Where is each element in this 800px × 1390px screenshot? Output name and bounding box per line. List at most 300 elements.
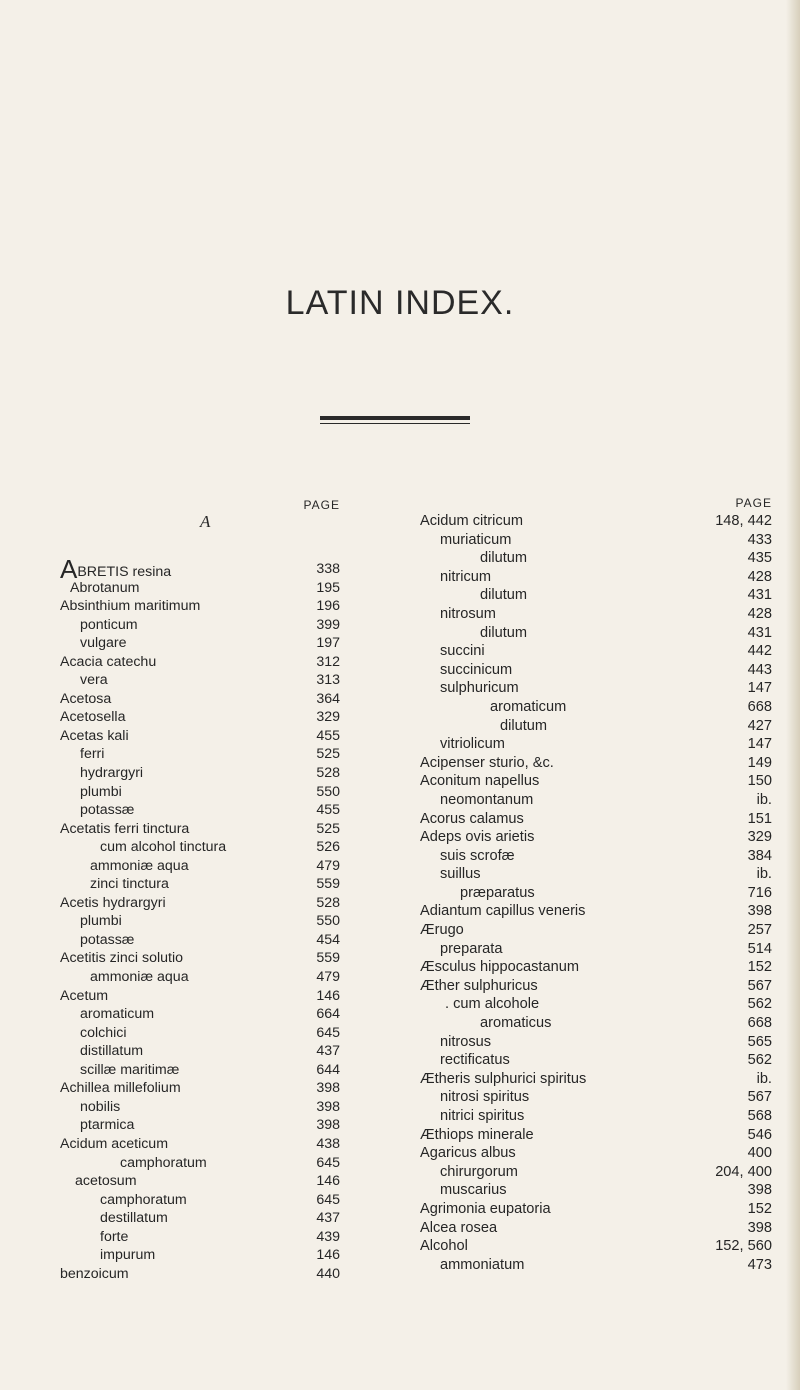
entry-page-number: 528 (316, 894, 340, 911)
entry-page-number: 479 (316, 969, 340, 986)
entry-page-number: 528 (316, 765, 340, 782)
entry-page-number: 400 (747, 1145, 772, 1162)
entry-text: ponticum (80, 616, 138, 633)
entry-text: preparata (440, 940, 503, 957)
entry-text: nitricum (440, 568, 492, 585)
entry-text: dilutum (500, 717, 548, 734)
entry-page-number: 197 (316, 635, 340, 652)
index-entry (420, 698, 772, 717)
entry-term (60, 987, 108, 1006)
index-entry (420, 940, 772, 959)
index-entry (60, 1042, 340, 1061)
entry-text: Æther sulphuricus (420, 977, 538, 994)
page-title: LATIN INDEX. (285, 284, 515, 322)
entry-text: Acetosa (60, 690, 112, 707)
entry-page-number: 146 (316, 1247, 340, 1264)
entry-term (75, 1172, 137, 1191)
page-edge-shadow (786, 0, 800, 1390)
entry-text: forte (100, 1228, 129, 1245)
entry-term (60, 1079, 181, 1098)
entry-page-number: 364 (316, 690, 340, 707)
entry-page-number: 479 (316, 857, 340, 874)
entry-text: Æsculus hippocastanum (420, 959, 579, 976)
entry-page-number: 438 (316, 1135, 340, 1152)
entry-term (440, 1181, 507, 1200)
entry-term (480, 624, 527, 643)
index-entry (420, 679, 772, 698)
entry-page-number: 454 (316, 931, 340, 948)
entry-term (440, 1088, 529, 1107)
index-entry (420, 568, 772, 587)
entry-page-number: 668 (747, 698, 772, 715)
index-entry (60, 1191, 340, 1210)
entry-page-number: 149 (747, 754, 772, 771)
entry-text: nitrosum (440, 605, 496, 622)
entry-term (480, 549, 527, 568)
entry-text: chirurgorum (440, 1163, 518, 1180)
index-entry (420, 921, 772, 940)
entry-term (440, 679, 519, 698)
entry-page-number: 312 (316, 653, 340, 670)
entry-page-number: 329 (747, 829, 772, 846)
entry-text: aromaticus (480, 1015, 552, 1032)
index-entry (420, 1163, 772, 1182)
entry-term (80, 1116, 134, 1135)
entry-page-number: 329 (316, 709, 340, 726)
entry-text: Aconitum napellus (420, 773, 540, 790)
title-rule (320, 416, 470, 424)
entry-page-number: 562 (747, 1052, 772, 1069)
entry-page-number: 455 (316, 727, 340, 744)
right-entry-list (420, 512, 772, 1274)
entry-term (90, 968, 189, 987)
entry-page-number: 148, 442 (715, 513, 772, 529)
entry-text: Acidum aceticum (60, 1135, 169, 1152)
index-entry (420, 1033, 772, 1052)
entry-page-number: 384 (747, 847, 772, 864)
entry-text: acetosum (75, 1173, 137, 1190)
entry-page-number: 514 (747, 940, 772, 957)
drop-cap: A (60, 554, 78, 584)
entry-text: nitrici spiritus (440, 1108, 525, 1124)
entry-page-number: 668 (747, 1015, 772, 1032)
index-entry (60, 931, 340, 950)
index-entry (420, 1107, 772, 1126)
index-entry (60, 579, 340, 598)
entry-page-number: 525 (316, 820, 340, 837)
index-entry (60, 1135, 340, 1154)
entry-page-number: 565 (747, 1033, 772, 1050)
entry-term (80, 1005, 154, 1024)
entry-term (460, 884, 535, 903)
index-entry (60, 1209, 340, 1228)
entry-term (80, 1042, 143, 1061)
index-entry (60, 987, 340, 1006)
entry-term (420, 1144, 516, 1163)
entry-term (420, 828, 534, 847)
entry-term (80, 616, 138, 635)
entry-text: ammoniæ aqua (90, 857, 189, 874)
entry-text: colchici (80, 1024, 127, 1041)
entry-page-number: 431 (747, 587, 772, 604)
entry-text: Alcohol (420, 1238, 468, 1255)
index-entry (60, 1172, 340, 1191)
index-entry (60, 554, 340, 584)
entry-text: vera (80, 672, 108, 689)
entry-page-number: 431 (747, 624, 772, 641)
entry-term (80, 764, 143, 783)
entry-page-number: 257 (747, 922, 772, 939)
entry-term (420, 1219, 497, 1238)
entry-term (440, 1163, 518, 1182)
entry-term (440, 847, 515, 866)
index-entry (60, 912, 340, 931)
entry-text: Acorus calamus (420, 810, 524, 827)
entry-text: Alcea rosea (420, 1219, 498, 1236)
index-entry (60, 894, 340, 913)
index-entry (420, 717, 772, 736)
entry-text: potassæ (80, 802, 135, 819)
entry-page-number: 147 (747, 680, 772, 697)
entry-text: sulphuricum (440, 680, 519, 697)
entry-term (500, 717, 547, 736)
entry-page-number: 147 (747, 736, 772, 753)
index-entry (60, 727, 340, 746)
entry-text: Acetas kali (60, 727, 129, 744)
index-entry (420, 847, 772, 866)
index-entry (420, 549, 772, 568)
entry-text: Acacia catechu (60, 653, 157, 670)
entry-text: nitrosi spiritus (440, 1089, 530, 1106)
index-entry (60, 616, 340, 635)
entry-term (440, 605, 496, 624)
entry-text: Ætheris sulphurici spiritus (420, 1070, 587, 1087)
entry-text: vitriolicum (440, 736, 505, 753)
entry-page-number: 204, 400 (715, 1163, 772, 1180)
index-entry (60, 1246, 340, 1265)
index-entry (60, 1079, 340, 1098)
page-column-heading: PAGE (303, 498, 340, 512)
entry-text: succinicum (440, 661, 513, 678)
entry-term (80, 671, 108, 690)
index-entry (60, 1228, 340, 1247)
entry-text: potassæ (80, 931, 135, 948)
entry-text: nobilis (80, 1098, 121, 1115)
entry-term (70, 579, 139, 598)
entry-term (440, 1051, 510, 1070)
entry-page-number: 146 (316, 1173, 340, 1190)
entry-term (60, 727, 129, 746)
entry-term (440, 1256, 524, 1275)
entry-page-number: 526 (316, 839, 340, 856)
entry-page-number: 152 (747, 1200, 772, 1217)
entry-text: rectificatus (440, 1052, 510, 1069)
entry-page-number: 644 (316, 1061, 340, 1078)
index-entry (60, 820, 340, 839)
entry-term (80, 745, 104, 764)
entry-term (440, 1107, 524, 1126)
entry-page-number: 442 (747, 643, 772, 660)
entry-page-number: 398 (747, 903, 772, 920)
entry-text: . cum alcohole (445, 996, 540, 1013)
entry-term (80, 1098, 120, 1117)
entry-page-number: 455 (316, 802, 340, 819)
index-entry (60, 801, 340, 820)
entry-page-number: 645 (316, 1191, 340, 1208)
index-entry (420, 1088, 772, 1107)
entry-text: nitrosus (440, 1033, 492, 1050)
entry-term (480, 586, 527, 605)
page-column-heading: PAGE (735, 496, 772, 510)
entry-term (60, 894, 166, 913)
entry-term (440, 791, 533, 810)
entry-text: ammoniatum (440, 1256, 525, 1273)
entry-page-number: 196 (316, 598, 340, 615)
entry-term (420, 1200, 551, 1219)
entry-term (90, 875, 169, 894)
entry-page-number: 473 (747, 1256, 772, 1273)
column-header-left (60, 498, 340, 531)
entry-term (60, 708, 125, 727)
entry-page-number: 150 (747, 773, 772, 790)
entry-text: hydrargyri (80, 765, 144, 782)
index-entry (60, 949, 340, 968)
entry-page-number: 398 (747, 1219, 772, 1236)
entry-term (60, 597, 200, 616)
entry-page-number: 559 (316, 876, 340, 893)
entry-text: Ærugo (420, 922, 464, 939)
entry-page-number: 716 (747, 884, 772, 901)
index-entry (420, 624, 772, 643)
entry-term (440, 735, 505, 754)
entry-text: succini (440, 643, 485, 660)
index-entry (420, 810, 772, 829)
entry-page-number: 435 (747, 550, 772, 567)
entry-term (120, 1154, 207, 1173)
index-entry (420, 977, 772, 996)
index-entry (420, 735, 772, 754)
entry-page-number: 562 (747, 996, 772, 1013)
entry-page-number: 313 (316, 672, 340, 689)
entry-page-number: 645 (316, 1024, 340, 1041)
index-entry (420, 1200, 772, 1219)
entry-text: neomontanum (440, 791, 534, 808)
entry-term (100, 1191, 187, 1210)
entry-text: zinci tinctura (90, 876, 169, 893)
entry-page-number: 568 (747, 1108, 772, 1124)
entry-term (80, 1024, 127, 1043)
entry-page-number: 146 (316, 987, 340, 1004)
entry-page-number: 152, 560 (715, 1238, 772, 1255)
entry-text: Abrotanum (70, 579, 140, 596)
index-entry (420, 586, 772, 605)
entry-page-number: 428 (747, 568, 772, 585)
index-entry (420, 1144, 772, 1163)
entry-text: Agrimonia eupatoria (420, 1200, 551, 1217)
entry-text: Agaricus albus (420, 1145, 516, 1162)
entry-term (420, 1126, 534, 1145)
entry-text: vulgare (80, 635, 127, 652)
index-entry (60, 968, 340, 987)
entry-page-number: 439 (316, 1228, 340, 1245)
entry-term (90, 857, 189, 876)
entry-text: Acetitis zinci solutio (60, 950, 184, 967)
entry-term (100, 1246, 155, 1265)
entry-page-number: 398 (316, 1117, 340, 1134)
entry-text: camphoratum (100, 1191, 187, 1208)
entry-page-number: 151 (747, 810, 772, 827)
entry-page-number: 427 (747, 717, 772, 734)
index-entry (420, 1219, 772, 1238)
index-entry (420, 772, 772, 791)
index-entry (420, 1051, 772, 1070)
entry-page-number: 398 (316, 1080, 340, 1097)
entry-term (480, 1014, 551, 1033)
index-entry (60, 690, 340, 709)
column-header-right (420, 498, 772, 512)
entry-text: dilutum (480, 624, 528, 641)
index-entry (60, 764, 340, 783)
entry-page-number: 195 (316, 579, 340, 596)
index-entry (60, 1154, 340, 1173)
entry-page-number: 546 (747, 1126, 772, 1143)
index-entry (420, 995, 772, 1014)
index-entry (420, 1256, 772, 1275)
entry-term (80, 912, 122, 931)
left-entry-list (60, 554, 340, 1283)
entry-term (420, 772, 539, 791)
index-entry (60, 634, 340, 653)
index-entry (420, 1237, 772, 1256)
entry-term (440, 865, 481, 884)
index-entry (420, 754, 772, 773)
index-entry (420, 1181, 772, 1200)
entry-term (420, 977, 538, 996)
index-entry (420, 791, 772, 810)
index-entry (420, 642, 772, 661)
entry-page-number: 664 (316, 1006, 340, 1023)
entry-term (440, 940, 502, 959)
entry-text: muriaticum (440, 531, 512, 548)
entry-term (420, 1237, 468, 1256)
entry-term (80, 801, 134, 820)
entry-term (420, 1070, 586, 1089)
entry-page-number: 433 (747, 531, 772, 548)
entry-text: destillatum (100, 1210, 168, 1227)
entry-term (60, 949, 183, 968)
entry-text: Achillea millefolium (60, 1080, 181, 1097)
entry-term (100, 838, 226, 857)
index-entry (60, 1005, 340, 1024)
entry-text: aromaticum (80, 1006, 155, 1023)
entry-text: Acetosella (60, 709, 126, 726)
entry-text: scillæ maritimæ (80, 1061, 180, 1078)
index-entry (420, 902, 772, 921)
entry-page-number: 567 (747, 1089, 772, 1106)
entry-term (440, 661, 512, 680)
entry-page-number: 399 (316, 616, 340, 633)
entry-text: Acidum citricum (420, 513, 523, 529)
entry-text: Acetis hydrargyri (60, 894, 166, 911)
entry-text: dilutum (480, 550, 528, 567)
entry-text: benzoicum (60, 1265, 129, 1282)
index-entry (420, 512, 772, 531)
index-entry (420, 1126, 772, 1145)
index-entry (420, 661, 772, 680)
index-entry (60, 838, 340, 857)
entry-term (100, 1209, 168, 1228)
entry-term (440, 568, 491, 587)
entry-term (80, 1061, 179, 1080)
entry-term (445, 995, 539, 1014)
entry-page-number: 559 (316, 950, 340, 967)
entry-term (100, 1228, 128, 1247)
index-entry (60, 671, 340, 690)
entry-term (60, 1135, 168, 1154)
index-entry (60, 653, 340, 672)
entry-page-number: 550 (316, 783, 340, 800)
entry-text: Acipenser sturio, &c. (420, 754, 554, 771)
entry-text: ptarmica (80, 1117, 135, 1134)
entry-page-number: 567 (747, 977, 772, 994)
entry-text: plumbi (80, 913, 122, 930)
entry-text: distillatum (80, 1043, 144, 1060)
entry-term (420, 958, 579, 977)
entry-term (420, 810, 524, 829)
entry-page-number: 525 (316, 746, 340, 763)
index-entry (60, 1061, 340, 1080)
index-entry (420, 958, 772, 977)
entry-text: plumbi (80, 783, 122, 800)
entry-term (80, 634, 127, 653)
entry-page-number: 398 (316, 1098, 340, 1115)
entry-text: Acetum (60, 987, 109, 1004)
entry-text: aromaticum (490, 698, 567, 715)
index-entry (60, 875, 340, 894)
entry-term (440, 531, 511, 550)
entry-text: BRETIS resina (77, 564, 172, 580)
entry-page-number: ib. (756, 866, 772, 883)
entry-term (420, 921, 464, 940)
index-entry (420, 828, 772, 847)
index-entry (60, 745, 340, 764)
entry-term (80, 931, 134, 950)
entry-term (60, 820, 189, 839)
entry-term (420, 512, 523, 531)
entry-text: Adiantum capillus veneris (420, 903, 586, 920)
entry-text: cum alcohol tinctura (100, 839, 227, 856)
entry-page-number: 440 (316, 1265, 340, 1282)
entry-text: camphoratum (120, 1154, 207, 1171)
index-column-right (420, 498, 772, 1274)
entry-text: Adeps ovis arietis (420, 829, 535, 846)
entry-text: Acetatis ferri tinctura (60, 820, 190, 837)
entry-term (60, 653, 156, 672)
index-entry (60, 1265, 340, 1284)
entry-page-number: 398 (747, 1182, 772, 1199)
index-entry (420, 865, 772, 884)
index-entry (420, 605, 772, 624)
entry-page-number: 437 (316, 1043, 340, 1060)
entry-text: suis scrofæ (440, 847, 515, 864)
index-entry (60, 783, 340, 802)
entry-term (440, 1033, 491, 1052)
entry-term (60, 1265, 129, 1284)
entry-page-number: 443 (747, 661, 772, 678)
index-entry (420, 884, 772, 903)
entry-term (490, 698, 566, 717)
entry-term (60, 690, 111, 709)
